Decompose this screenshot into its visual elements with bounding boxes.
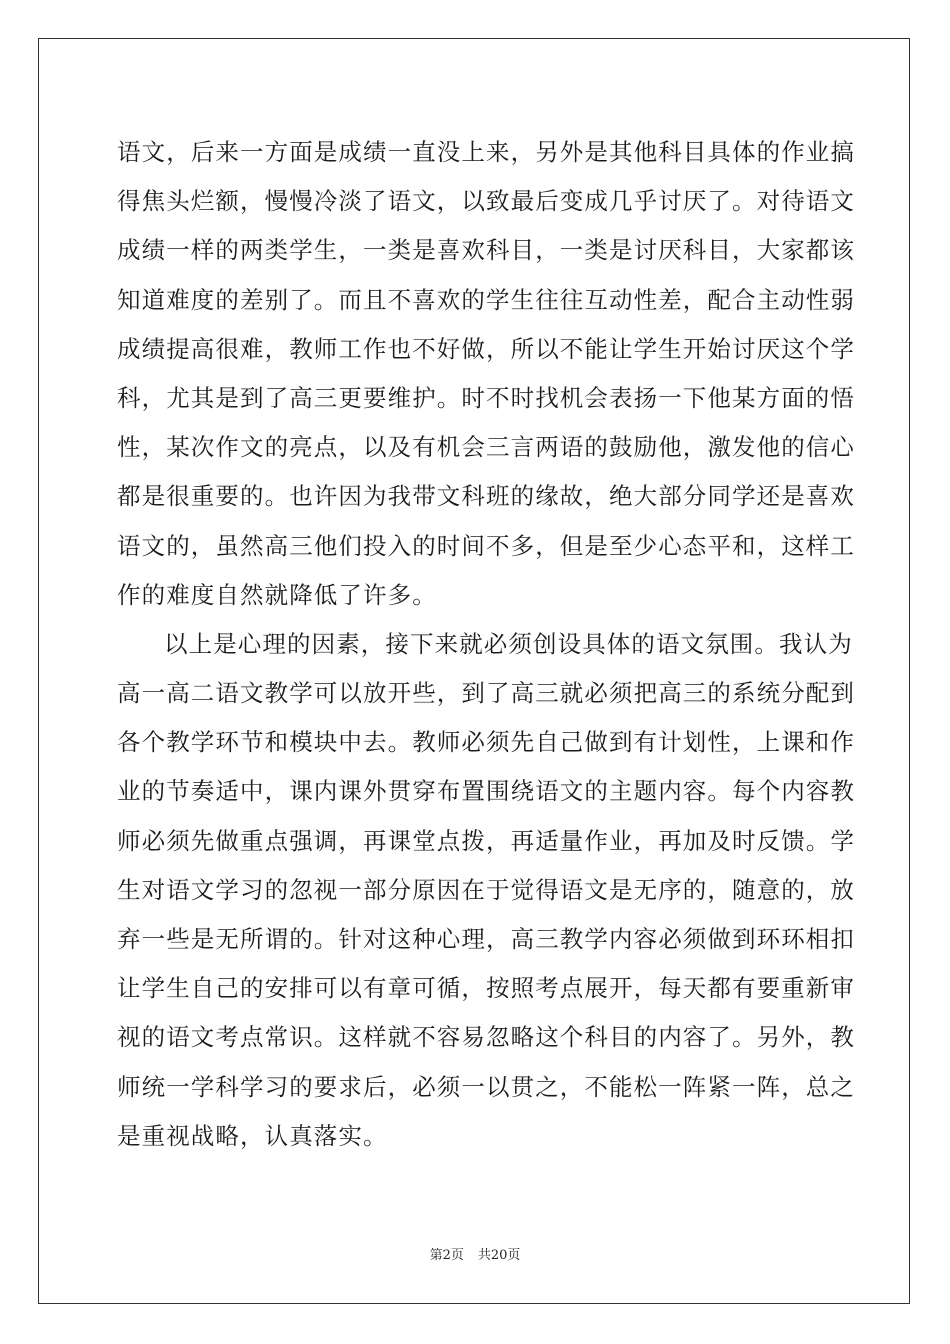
text-line: 以上是心理的因素，接下来就必须创设具体的语文氛围。我认为 <box>164 629 853 658</box>
text-line: 语文的，虽然高三他们投入的时间不多，但是至少心态平和，这样工 <box>117 531 855 560</box>
page-footer <box>0 1244 950 1263</box>
text-line: 得焦头烂额，慢慢冷淡了语文，以致最后变成几乎讨厌了。对待语文 <box>117 187 855 216</box>
text-line: 性，某次作文的亮点，以及有机会三言两语的鼓励他，激发他的信心 <box>117 433 855 462</box>
text-line: 是重视战略，认真落实。 <box>117 1121 388 1150</box>
text-line: 高一高二语文教学可以放开些，到了高三就必须把高三的系统分配到 <box>117 679 855 708</box>
page-number: 第2页 <box>429 1248 464 1263</box>
text-line: 业的节奏适中，课内课外贯穿布置围绕语文的主题内容。每个内容教 <box>117 777 855 806</box>
text-line: 知道难度的差别了。而且不喜欢的学生往往互动性差，配合主动性弱 <box>117 285 855 314</box>
document-body <box>117 128 855 1161</box>
paragraph-1 <box>117 128 855 620</box>
text-line: 师统一学科学习的要求后，必须一以贯之，不能松一阵紧一阵，总之 <box>117 1072 855 1101</box>
text-line: 视的语文考点常识。这样就不容易忽略这个科目的内容了。另外，教 <box>117 1023 855 1052</box>
text-line: 成绩一样的两类学生，一类是喜欢科目，一类是讨厌科目，大家都该 <box>117 236 855 265</box>
text-line: 生对语文学习的忽视一部分原因在于觉得语文是无序的，随意的，放 <box>117 875 855 904</box>
text-line: 让学生自己的安排可以有章可循，按照考点展开，每天都有要重新审 <box>117 974 855 1003</box>
text-line: 作的难度自然就降低了许多。 <box>117 580 437 609</box>
text-line: 各个教学环节和模块中去。教师必须先自己做到有计划性，上课和作 <box>117 728 855 757</box>
text-line: 语文，后来一方面是成绩一直没上来，另外是其他科目具体的作业搞 <box>117 138 855 166</box>
text-line: 科，尤其是到了高三更要维护。时不时找机会表扬一下他某方面的悟 <box>117 383 855 412</box>
text-line: 成绩提高很难，教师工作也不好做，所以不能让学生开始讨厌这个学 <box>117 334 855 363</box>
text-line: 师必须先做重点强调，再课堂点拨，再适量作业，再加及时反馈。学 <box>117 826 855 855</box>
page-total: 共20页 <box>477 1248 521 1263</box>
text-line: 都是很重要的。也许因为我带文科班的缘故，绝大部分同学还是喜欢 <box>117 482 855 511</box>
paragraph-2 <box>117 620 855 1161</box>
text-line: 弃一些是无所谓的。针对这种心理，高三教学内容必须做到环环相扣 <box>117 925 855 953</box>
